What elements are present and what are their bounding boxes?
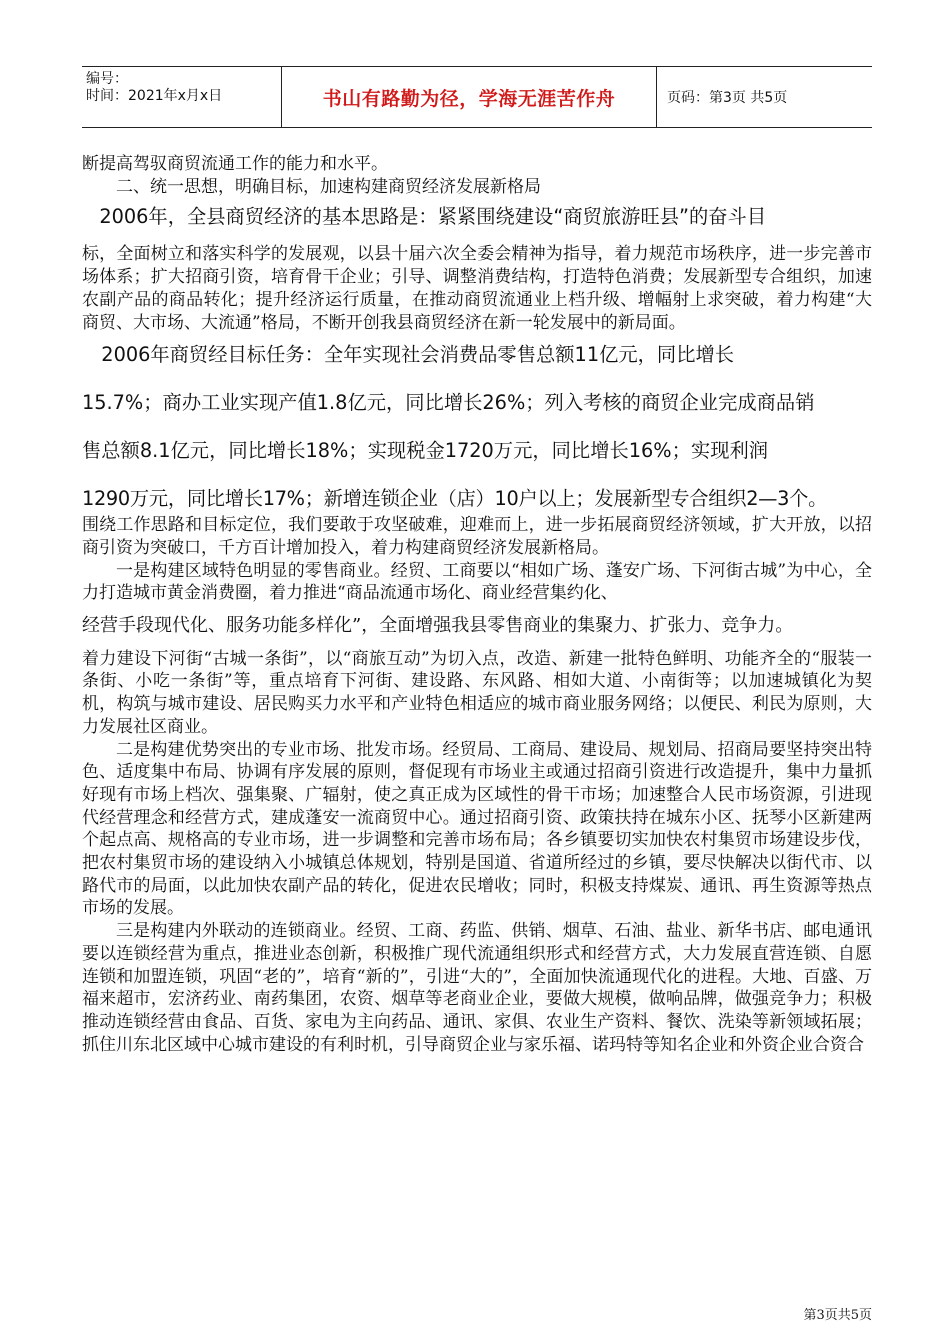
paragraph-targets-line4: 1290万元，同比增长17%；新增连锁企业（店）10户以上；发展新型专合组织2—3个。 bbox=[82, 487, 828, 511]
paragraph-retail-emphasis: 经营手段现代化、服务功能多样化”，全面增强我县零售商业的集聚力、扩张力、竞争力。 bbox=[82, 615, 794, 637]
paragraph-retail-intro: 一是构建区域特色明显的零售商业。经贸、工商要以“相如广场、蓬安广场、下河街古城”为中心，全力打造城市黄金消费圈，着力推进“商品流通市场化、商业经营集约化、 bbox=[82, 560, 872, 604]
document-number-label: 编号： bbox=[86, 71, 128, 87]
header-meta bbox=[82, 67, 282, 127]
header-page-info: 页码：第3页 共5页 bbox=[667, 90, 788, 106]
paragraph-chain-commerce: 三是构建内外联动的连锁商业。经贸、工商、药监、供销、烟草、石油、盐业、新华书店、邮电通讯要以连锁经营为重点，推进业态创新，积极推广现代流通组织形式和经营方式，大力发展直营连锁、自愿连锁和加盟连锁，巩固“老的”，培育“新的”，引进“大的”，全面加快流通现代化的进程。大地、百盛、万福来超市，宏济药业、南药集团，农资、烟草等老商业企业，要做大规模，做响品牌，做强竞争力；积极推动连锁经营由食品、百货、家电为主向药品、通讯、家俱、农业生产资料、餐饮、洗染等新领域拓展；抓住川东北区域中心城市建设的有利时机，引导商贸企业与家乐福、诺玛特等知名企业和外资企业合资合 bbox=[82, 921, 872, 1055]
paragraph-targets-line1: 2006年商贸经目标任务：全年实现社会消费品零售总额11亿元，同比增长 bbox=[101, 343, 735, 367]
paragraph-continuation: 断提高驾驭商贸流通工作的能力和水平。 bbox=[82, 154, 388, 174]
header-motto: 书山有路勤为径，学海无涯苦作舟 bbox=[282, 67, 657, 127]
paragraph-retail-detail: 着力建设下河街“古城一条街”，以“商旅互动”为切入点，改造、新建一批特色鲜明、功能齐全的“服装一条街、小吃一条街”等，重点培育下河街、建设路、东风路、相如大道、小南街等；以加速城镇化为契机，构筑与城市建设、居民购买力水平和产业特色相适应的城市商业服务网络；以便民、利民为原则，大力发展社区商业。 bbox=[82, 648, 872, 737]
document-body bbox=[82, 153, 872, 1056]
paragraph-targets-line2: 15.7%；商办工业实现产值1.8亿元，同比增长26%；列入考核的商贸企业完成商品销 bbox=[82, 391, 815, 415]
paragraph-markets: 二是构建优势突出的专业市场、批发市场。经贸局、工商局、建设局、规划局、招商局要坚持突出特色、适度集中布局、协调有序发展的原则，督促现有市场业主或通过招商引资进行改造提升，集中力量抓好现有市场上档次、强集聚、广辐射，使之真正成为区域性的骨干市场；加速整合人民市场资源，引进现代经营理念和经营方式，建成蓬安一流商贸中心。通过招商引资、政策扶持在城东小区、抚琴小区新建两个起点高、规格高的专业市场，进一步调整和完善市场布局；各乡镇要切实加快农村集贸市场建设步伐，把农村集贸市场的建设纳入小城镇总体规划，特别是国道、省道所经过的乡镇，要尽快解决以街代市、以路代市的局面，以此加快农副产品的转化，促进农民增收；同时，积极支持煤炭、通讯、再生资源等热点市场的发展。 bbox=[82, 739, 872, 919]
paragraph-basic-idea-line1: 2006年，全县商贸经济的基本思路是：紧紧围绕建设“商贸旅游旺县”的奋斗目 bbox=[99, 205, 767, 229]
paragraph-targets-line3: 售总额8.1亿元，同比增长18%；实现税金1720万元，同比增长16%；实现利润 bbox=[82, 439, 769, 463]
paragraph-basic-idea: 标，全面树立和落实科学的发展观，以县十届六次全委会精神为指导，着力规范市场秩序，进一步完善市场体系；扩大招商引资，培育骨干企业；引导、调整消费结构，打造特色消费；发展新型专合组织，加速农副产品的商品转化；提升经济运行质量，在推动商贸流通业上档升级、增幅射上求突破，着力构建“大商贸、大市场、大流通”格局，不断开创我县商贸经济在新一轮发展中的新局面。 bbox=[82, 244, 872, 333]
page-footer: 第3页共5页 bbox=[803, 1308, 872, 1323]
page-header bbox=[82, 66, 872, 128]
paragraph-approach: 围绕工作思路和目标定位，我们要敢于攻坚破难，迎难而上，进一步拓展商贸经济领域，扩大开放，以招商引资为突破口，千方百计增加投入，着力构建商贸经济发展新格局。 bbox=[82, 515, 872, 558]
section-heading: 二、统一思想，明确目标，加速构建商贸经济发展新格局 bbox=[116, 176, 541, 197]
document-time-label: 时间：2021年x月x日 bbox=[86, 88, 223, 104]
